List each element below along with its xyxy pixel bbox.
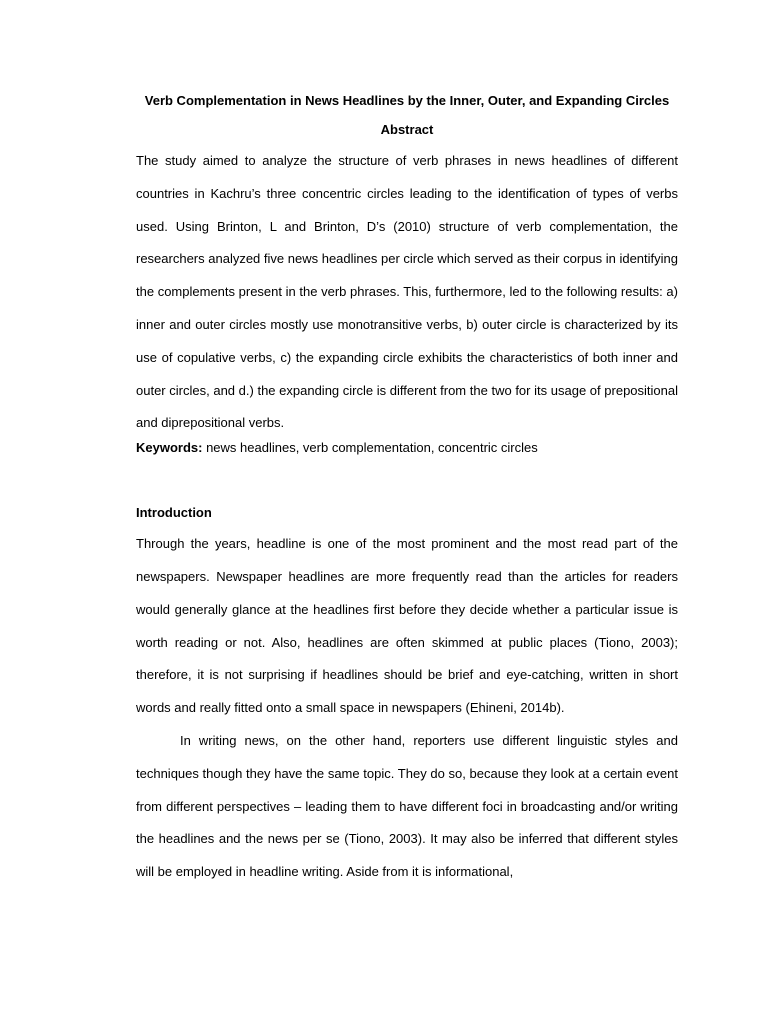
keywords-text: news headlines, verb complementation, concentric circles	[202, 440, 538, 456]
abstract-paragraph: The study aimed to analyze the structure of verb phrases in news headlines of different countries in Kachru’s three concentric circles leading to the identification of types of verbs used. Using Brinton, L and Brinton, D’s (2010) structure of verb complementation, the researchers analyzed five news headlines per circle which served as their corpus in identifying the complements present in the verb phrases. This, furthermore, led to the following results: a) inner and outer circles mostly use monotransitive verbs, b) outer circle is characterized by its use of copulative verbs, c) the expanding circle exhibits the characteristics of both inner and outer circles, and d.) the expanding circle is different from the two for its usage of prepositional and diprepositional verbs.	[136, 153, 678, 431]
intro-paragraph-1: Through the years, headline is one of the most prominent and the most read part of the newspapers. Newspaper headlines are more frequently read than the articles for readers would generally glance at the headlines first before they decide whether a particular issue is worth reading or not. Also, headlines are often skimmed at public places (Tiono, 2003); therefore, it is not surprising if headlines should be brief and eye-catching, written in short words and really fitted onto a small space in newspapers (Ehineni, 2014b).	[136, 536, 678, 716]
introduction-heading: Introduction	[136, 505, 212, 521]
keywords-label: Keywords:	[136, 440, 203, 456]
abstract-heading: Abstract	[380, 122, 434, 137]
document-page	[136, 92, 678, 889]
intro-paragraph-2: In writing news, on the other hand, reporters use different linguistic styles and techniques though they have the same topic. They do so, because they look at a certain event from different perspectives – leading them to have different foci in broadcasting and/or writing the headlines and the news per se (Tiono, 2003). It may also be inferred that different styles will be employed in headline writing. Aside from it is informational,	[136, 732, 678, 880]
keywords-line	[136, 439, 678, 456]
paper-title: Verb Complementation in News Headlines by the Inner, Outer, and Expanding Circles	[144, 93, 670, 108]
